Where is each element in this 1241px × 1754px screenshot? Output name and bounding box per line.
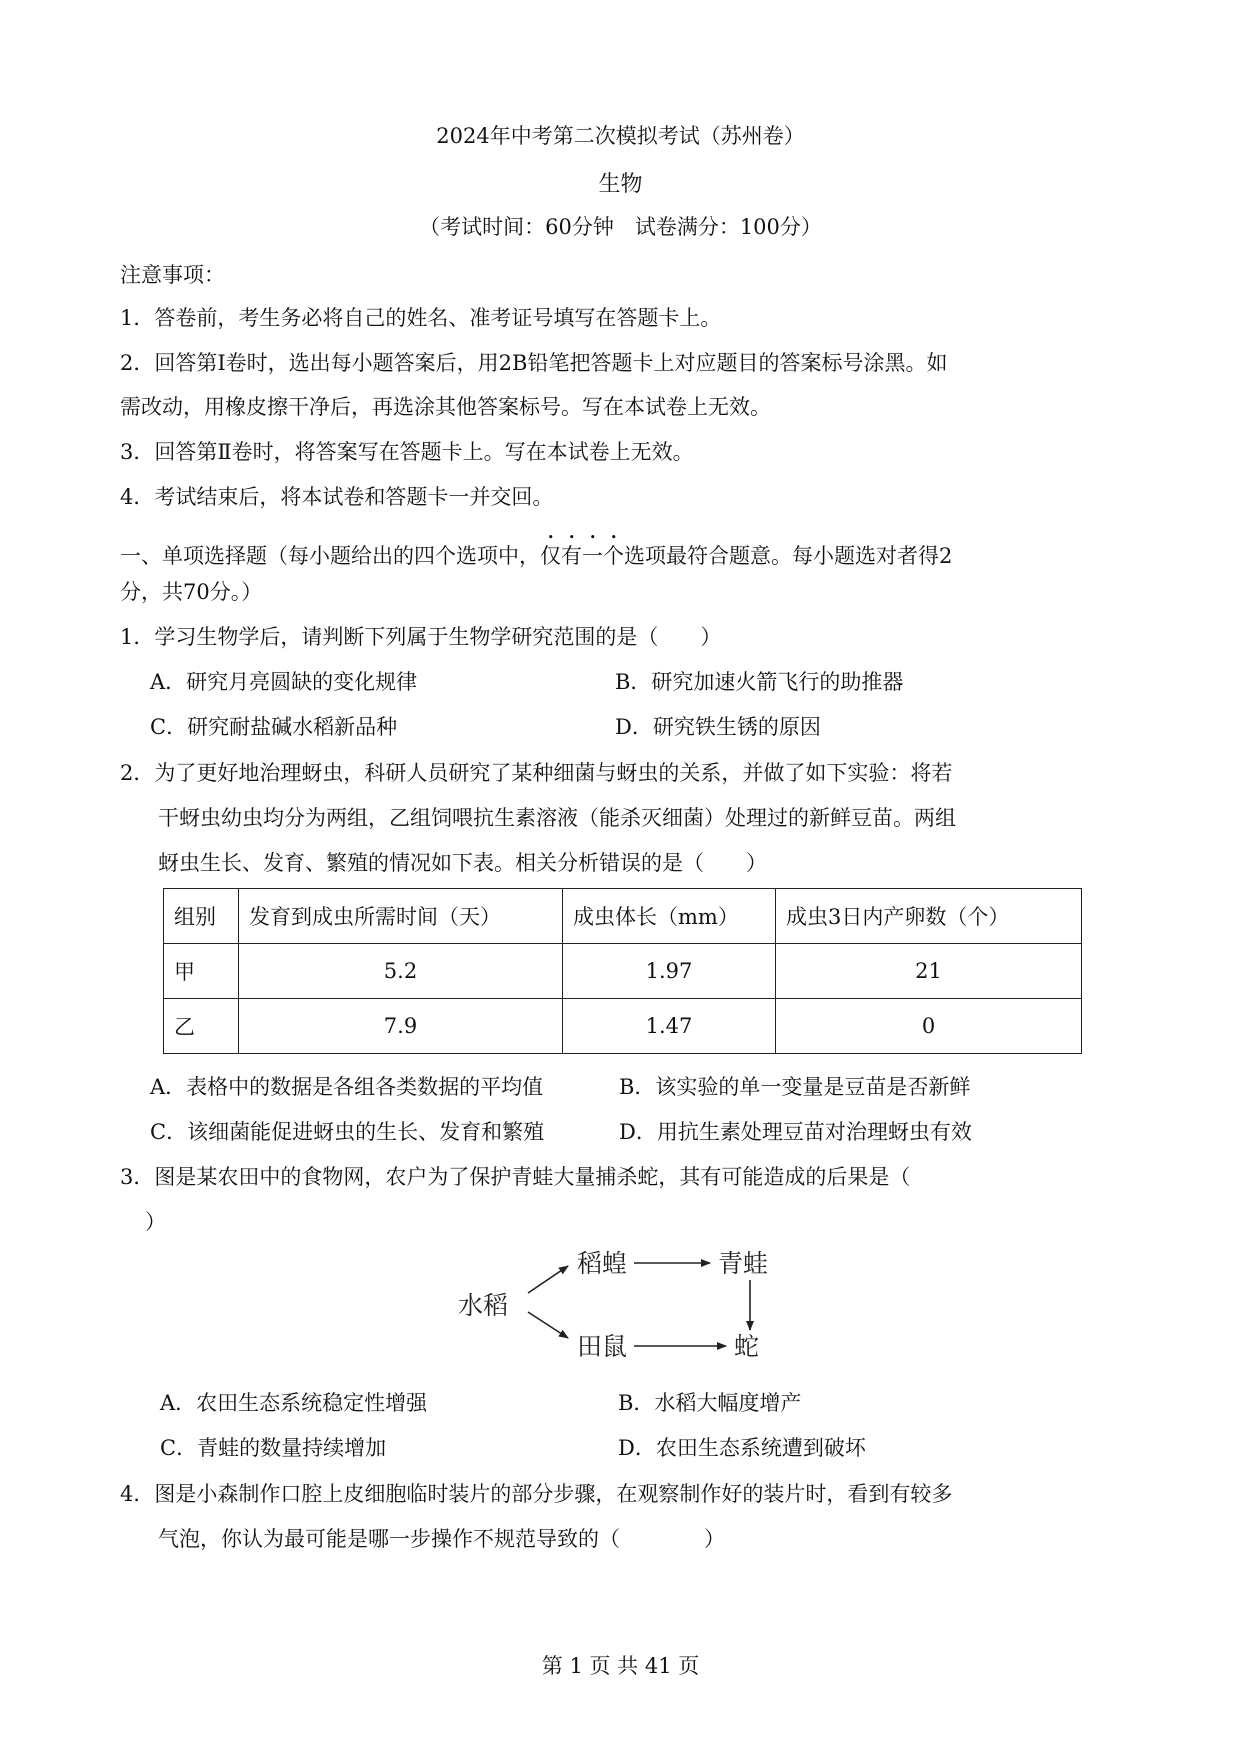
exam-title: 2024年中考第二次模拟考试（苏州卷） (436, 124, 805, 148)
section-heading-post: 选项最符合题意。每小题选对者得2 (624, 544, 953, 568)
q3-option-c: C．青蛙的数量持续增加 (160, 1436, 387, 1460)
q3-food-web-diagram (450, 1238, 790, 1368)
table-header-cell: 成虫体长（mm） (563, 889, 776, 944)
table-header-cell: 组别 (164, 889, 239, 944)
arrow-rice-to-locust (528, 1266, 568, 1293)
food-web-bottom-right: 蛇 (734, 1332, 760, 1361)
q3-option-b: B．水稻大幅度增产 (618, 1391, 802, 1415)
table-cell: 1.97 (563, 944, 776, 999)
table-cell: 7.9 (239, 999, 563, 1054)
q1-option-a: A．研究月亮圆缺的变化规律 (150, 670, 418, 694)
note-item-3: 3．回答第Ⅱ卷时，将答案写在答题卡上。写在本试卷上无效。 (120, 440, 694, 464)
q3-stem-line1: 3．图是某农田中的食物网，农户为了保护青蛙大量捕杀蛇，其有可能造成的后果是（ (120, 1165, 911, 1189)
q2-option-a: A．表格中的数据是各组各类数据的平均值 (150, 1075, 544, 1099)
food-web-producer: 水稻 (458, 1291, 509, 1320)
q2-data-table (163, 888, 1082, 1054)
note-item-4: 4．考试结束后，将本试卷和答题卡一并交回。 (120, 485, 554, 509)
q3-option-d: D．农田生态系统遭到破坏 (618, 1436, 866, 1460)
table-cell: 0 (776, 999, 1082, 1054)
table-row (164, 999, 1082, 1054)
q2-option-c: C．该细菌能促进蚜虫的生长、发育和繁殖 (150, 1120, 545, 1144)
q4-stem-line2: 气泡，你认为最可能是哪一步操作不规范导致的（ ） (158, 1527, 725, 1551)
q2-stem-line2: 干蚜虫幼虫均分为两组，乙组饲喂抗生素溶液（能杀灭细菌）处理过的新鲜豆苗。两组 (158, 806, 956, 830)
table-cell: 甲 (164, 944, 239, 999)
subject-title: 生物 (598, 172, 643, 197)
q1-option-d: D．研究铁生锈的原因 (615, 715, 821, 739)
notes-heading: 注意事项： (120, 263, 225, 287)
section-heading-emphasis: 仅有一个 (540, 544, 624, 568)
food-web-bottom-left: 田鼠 (577, 1332, 628, 1361)
q1-stem: 1．学习生物学后，请判断下列属于生物学研究范围的是（ ） (120, 625, 722, 649)
note-item-2: 2．回答第Ⅰ卷时，选出每小题答案后，用2B铅笔把答题卡上对应题目的答案标号涂黑。如 (120, 351, 948, 375)
q3-stem-line2: ） (145, 1210, 166, 1234)
table-header-cell: 发育到成虫所需时间（天） (239, 889, 563, 944)
q2-option-b: B．该实验的单一变量是豆苗是否新鲜 (619, 1075, 971, 1099)
table-row (164, 944, 1082, 999)
q3-option-a: A．农田生态系统稳定性增强 (160, 1391, 428, 1415)
q2-stem-line1: 2．为了更好地治理蚜虫，科研人员研究了某种细菌与蚜虫的关系，并做了如下实验：将若 (120, 761, 953, 785)
section-heading-line2: 分，共70分。） (120, 580, 263, 604)
food-web-top-right: 青蛙 (718, 1249, 769, 1278)
table-cell: 乙 (164, 999, 239, 1054)
q1-option-c: C．研究耐盐碱水稻新品种 (150, 715, 398, 739)
note-item-2-cont: 需改动，用橡皮擦干净后，再选涂其他答案标号。写在本试卷上无效。 (120, 395, 771, 419)
table-cell: 1.47 (563, 999, 776, 1054)
table-cell: 21 (776, 944, 1082, 999)
q2-option-d: D．用抗生素处理豆苗对治理蚜虫有效 (619, 1120, 972, 1144)
exam-info: （考试时间：60分钟 试卷满分：100分） (419, 215, 822, 239)
arrow-rice-to-mouse (528, 1312, 568, 1338)
q4-stem-line1: 4．图是小森制作口腔上皮细胞临时装片的部分步骤，在观察制作好的装片时，看到有较多 (120, 1482, 953, 1506)
page-number: 第 1 页 共 41 页 (541, 1654, 700, 1678)
section-heading-pre: 一、单项选择题（每小题给出的四个选项中， (120, 544, 540, 568)
q1-option-b: B．研究加速火箭飞行的助推器 (615, 670, 904, 694)
table-header-cell: 成虫3日内产卵数（个） (776, 889, 1082, 944)
note-item-1: 1．答卷前，考生务必将自己的姓名、准考证号填写在答题卡上。 (120, 306, 722, 330)
section-heading (120, 531, 952, 570)
food-web-top-left: 稻蝗 (577, 1249, 628, 1278)
q2-stem-line3: 蚜虫生长、发育、繁殖的情况如下表。相关分析错误的是（ ） (158, 851, 767, 875)
table-cell: 5.2 (239, 944, 563, 999)
table-header-row (164, 889, 1082, 944)
